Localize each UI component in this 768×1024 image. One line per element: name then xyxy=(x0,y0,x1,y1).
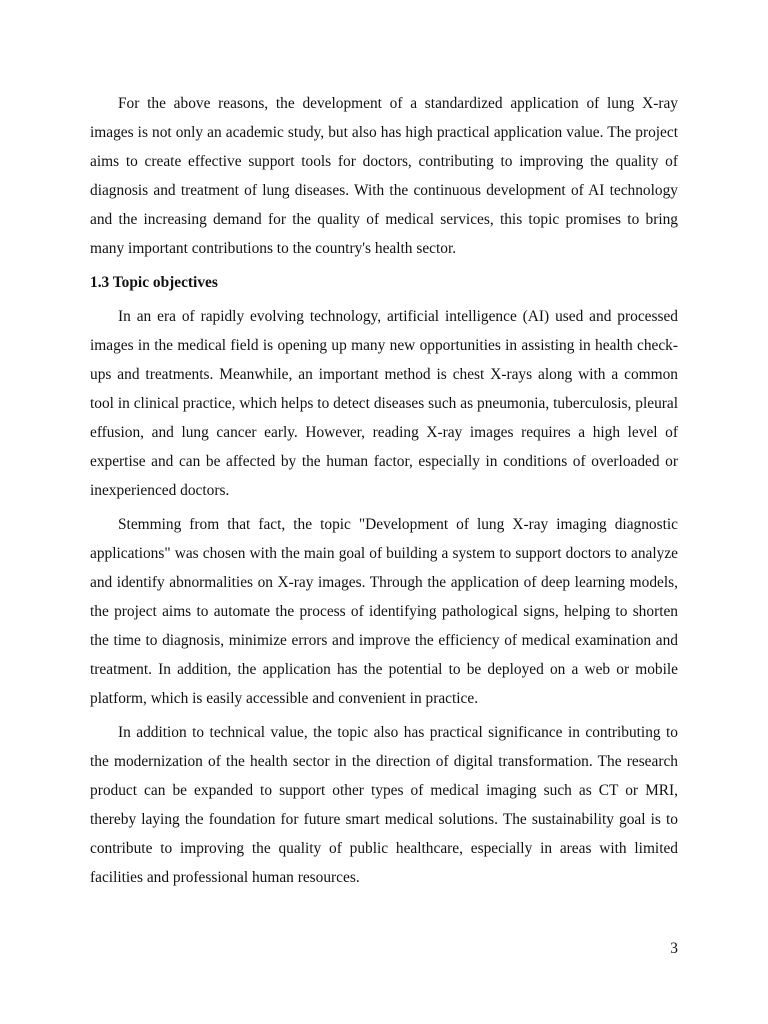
body-paragraph-3: In addition to technical value, the topic also has practical significance in contributing to the modernization of the health sector in the direction of digital transformation. The research product can be expanded to support other types of medical imaging such as CT or MRI, thereby laying the foundation for future smart medical solutions. The sustainability goal is to contribute to improving the quality of public healthcare, especially in areas with limited facilities and professional human resources. xyxy=(90,724,678,886)
body-paragraph-2: Stemming from that fact, the topic "Development of lung X-ray imaging diagnostic applications" was chosen with the main goal of building a system to support doctors to analyze and identify abnormalities on X-ray images. Through the application of deep learning models, the project aims to automate the process of identifying pathological signs, helping to shorten the time to diagnosis, minimize errors and improve the efficiency of medical examination and treatment. In addition, the application has the potential to be deployed on a web or mobile platform, which is easily accessible and convenient in practice. xyxy=(90,516,678,707)
body-paragraph-1: In an era of rapidly evolving technology, artificial intelligence (AI) used and processed images in the medical field is opening up many new opportunities in assisting in health check-ups and treatments. Meanwhile, an important method is chest X-rays along with a common tool in clinical practice, which helps to detect diseases such as pneumonia, tuberculosis, pleural effusion, and lung cancer early. However, reading X-ray images requires a high level of expertise and can be affected by the human factor, especially in conditions of overloaded or inexperienced doctors. xyxy=(90,308,678,499)
intro-paragraph: For the above reasons, the development of a standardized application of lung X-ray images is not only an academic study, but also has high practical application value. The project aims to create effective support tools for doctors, contributing to improving the quality of diagnosis and treatment of lung diseases. With the continuous development of AI technology and the increasing demand for the quality of medical services, this topic promises to bring many important contributions to the country's health sector. xyxy=(90,95,678,257)
page-number: 3 xyxy=(670,940,678,957)
document-page xyxy=(90,89,678,897)
section-heading: 1.3 Topic objectives xyxy=(90,274,218,291)
